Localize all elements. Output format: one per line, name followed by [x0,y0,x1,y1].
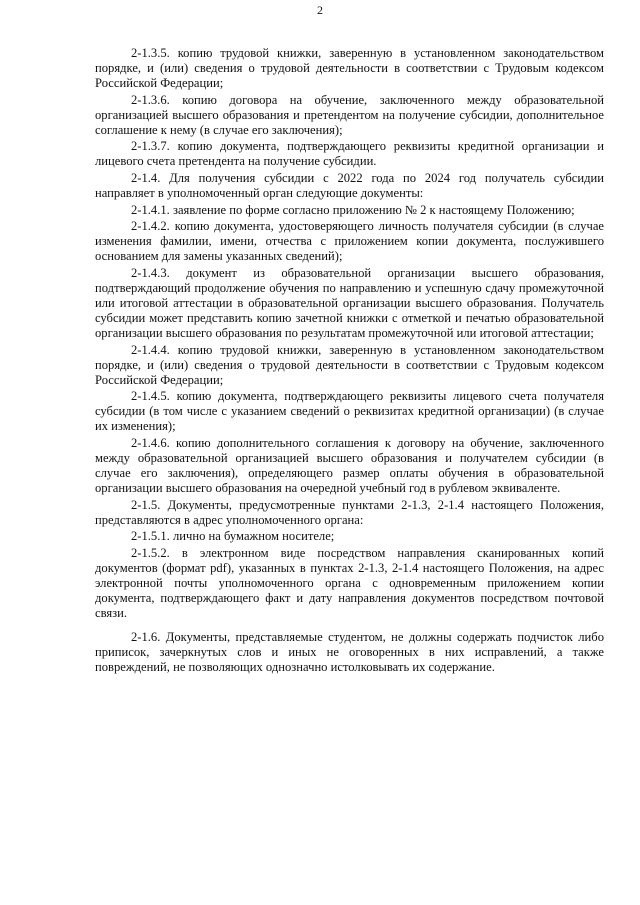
paragraph-2-1-4-2: 2-1.4.2. копию документа, удостоверяющего личность получателя субсидии (в случае изменения фамилии, имени, отчества с приложением копии документа, послужившего основанием для замены указанных сведений); [95,218,604,264]
paragraph-2-1-3-7: 2-1.3.7. копию документа, подтверждающего реквизиты кредитной организации и лицевого счета претендента на получение субсидии. [95,139,604,169]
page-number: 2 [317,3,323,17]
paragraph-2-1-4-4: 2-1.4.4. копию трудовой книжки, заверенную в установленном законодательством порядке, и (или) сведения о трудовой деятельности в соответствии с Трудовым кодексом Российской Федерации; [95,342,604,387]
paragraph-2-1-4-1: 2-1.4.1. заявление по форме согласно приложению № 2 к настоящему Положению; [131,202,575,217]
paragraph-2-1-3-5: 2-1.3.5. копию трудовой книжки, заверенную в установленном законодательством порядке, и (или) сведения о трудовой деятельности в соответствии с Трудовым кодексом Российской Федерации; [95,46,604,91]
paragraph-2-1-4-6: 2-1.4.6. копию дополнительного соглашения к договору на обучение, заключенного между образовательной организацией высшего образования и получателем субсидии (в случае его заключения), определяющего размер оплаты обучения в образовательной организации высшего образования на очередной учебный год в рублевом эквиваленте. [95,435,604,496]
paragraph-2-1-4-3: 2-1.4.3. документ из образовательной организации высшего образования, подтверждающий продолжение обучения по направлению и успешную сдачу промежуточной или итоговой аттестации в образовательной организации высшего образования. Получатель субсидии может представить копию зачетной книжки с отметкой и печатью образовательной организации высшего образования по результатам промежуточной или итоговой аттестации; [95,265,604,341]
paragraph-2-1-3-6: 2-1.3.6. копию договора на обучение, заключенного между образовательной организацией высшего образования и претендентом на получение субсидии, дополнительное соглашение к нему (в случае его заключения); [95,92,604,137]
paragraph-2-1-5: 2-1.5. Документы, предусмотренные пунктами 2-1.3, 2-1.4 настоящего Положения, представляются в адрес уполномоченного органа: [95,497,604,527]
paragraph-2-1-4: 2-1.4. Для получения субсидии с 2022 года по 2024 год получатель субсидии направляет в уполномоченный орган следующие документы: [95,170,604,201]
paragraph-2-1-5-2: 2-1.5.2. в электронном виде посредством направления сканированных копий документов (формат pdf), указанных в пунктах 2-1.3, 2-1.4 настоящего Положения, на адрес электронной почты уполномоченного органа с одновременным приложением копии документа, подтверждающего факт и дату направления документов посредством почтовой связи. [95,545,604,621]
paragraph-2-1-6: 2-1.6. Документы, представляемые студентом, не должны содержать подчисток либо приписок, зачеркнутых слов и иных не оговоренных в них исправлений, а также повреждений, не позволяющих однозначно истолковывать их содержание. [95,630,604,675]
paragraph-2-1-4-5: 2-1.4.5. копию документа, подтверждающего реквизиты лицевого счета получателя субсидии (в том числе с указанием сведений о реквизитах кредитной организации) (в случае их изменения); [95,389,604,434]
paragraph-2-1-5-1: 2-1.5.1. лично на бумажном носителе; [131,529,335,544]
document-body [95,46,604,677]
